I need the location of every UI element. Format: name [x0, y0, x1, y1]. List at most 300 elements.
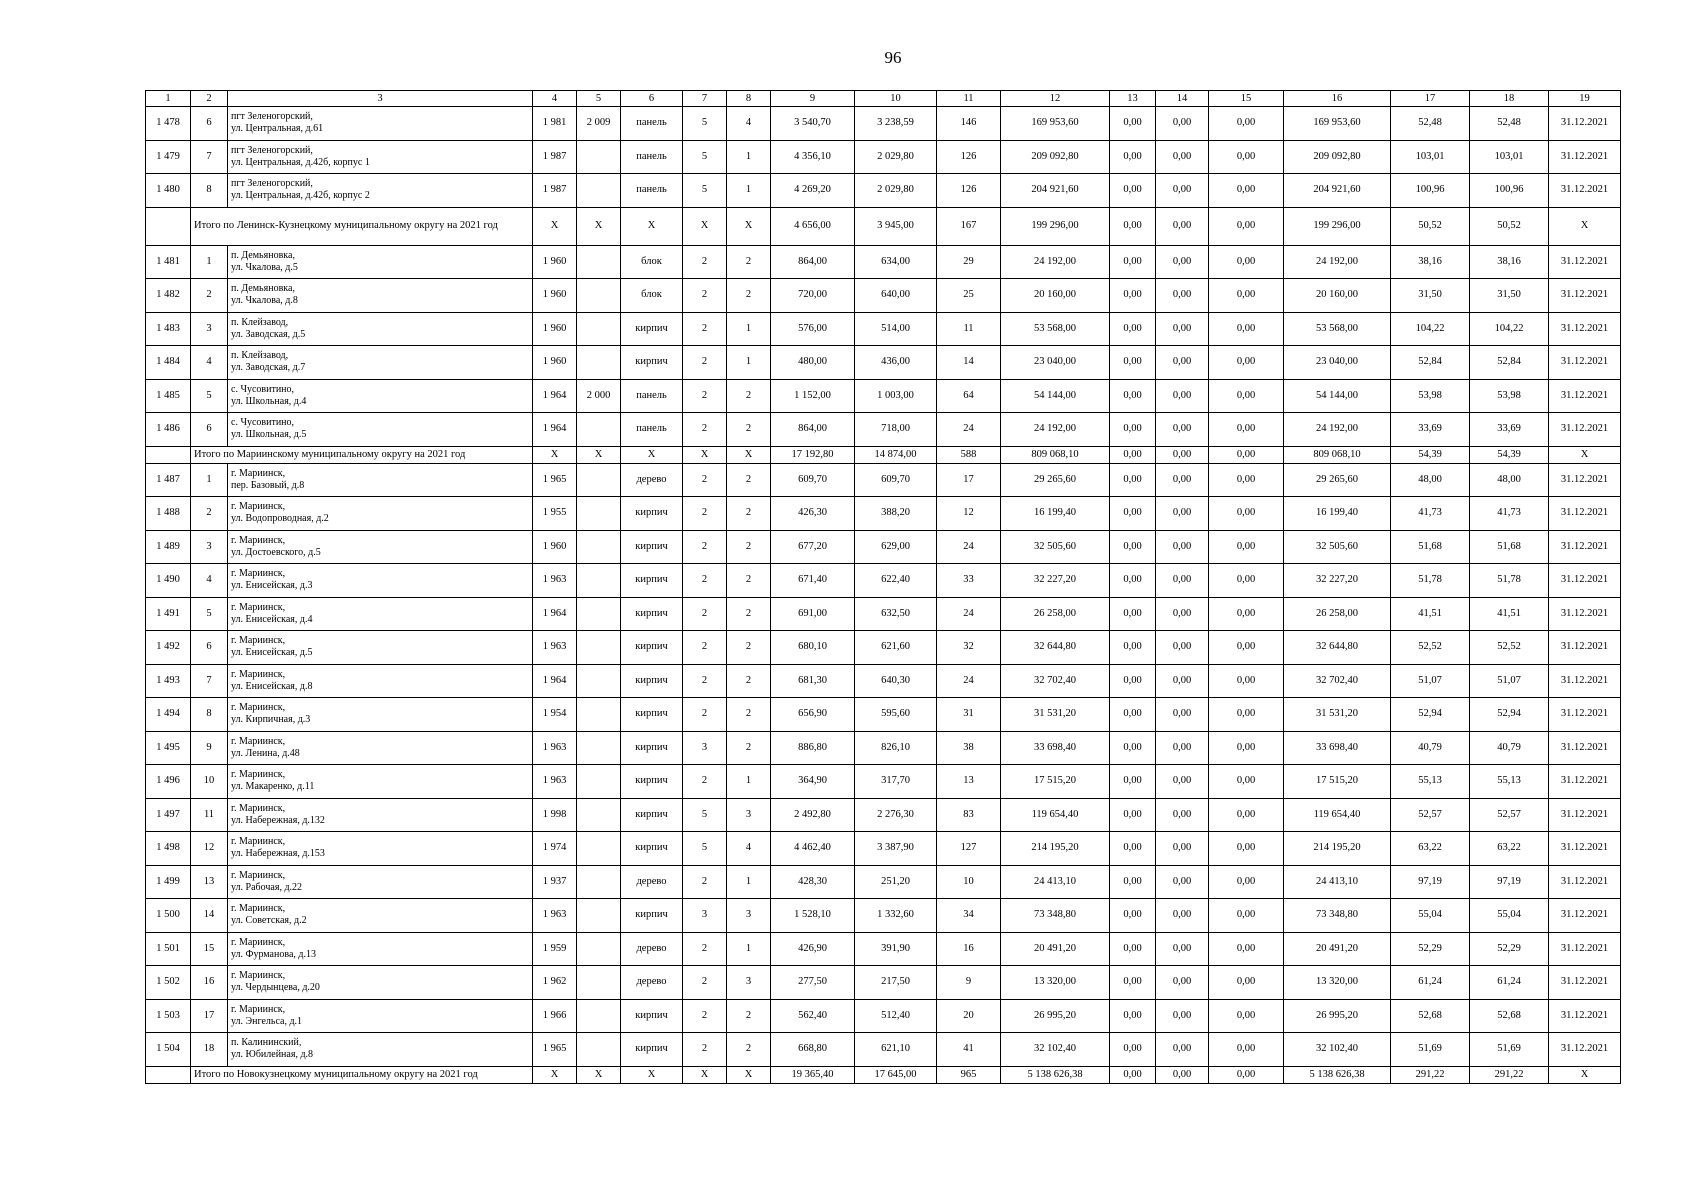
- cell-c16: 214 195,20: [1284, 832, 1391, 866]
- local-index: 5: [191, 597, 228, 631]
- cell-c14: 0,00: [1156, 245, 1209, 279]
- table-row: [146, 140, 1621, 174]
- cell-c7: 2: [683, 279, 727, 313]
- cell-c11: 146: [937, 107, 1001, 141]
- empty-cell: [146, 207, 191, 245]
- address-cell: [228, 463, 533, 497]
- street-address: ул. Юбилейная, д.8: [231, 1049, 314, 1061]
- cell-c18: 52,94: [1470, 698, 1549, 732]
- street-address: ул. Ленина, д.48: [231, 747, 300, 759]
- cell-c5: 2 009: [577, 107, 621, 141]
- cell-c7: 2: [683, 966, 727, 1000]
- cell-c19: 31.12.2021: [1549, 312, 1621, 346]
- empty-cell: [146, 1066, 191, 1083]
- cell-c13: 0,00: [1110, 107, 1156, 141]
- cell-c13: 0,00: [1110, 698, 1156, 732]
- cell-c7: 2: [683, 564, 727, 598]
- cell-c15: 0,00: [1209, 245, 1284, 279]
- cell-c19: 31.12.2021: [1549, 865, 1621, 899]
- cell-c10: 640,30: [855, 664, 937, 698]
- cell-c12: 24 192,00: [1001, 413, 1110, 447]
- cell-c17: 51,78: [1391, 564, 1470, 598]
- local-index: 1: [191, 245, 228, 279]
- cell-c16: 29 265,60: [1284, 463, 1391, 497]
- cell-c14: 0,00: [1156, 413, 1209, 447]
- cell-c17: 40,79: [1391, 731, 1470, 765]
- cell-c13: 0,00: [1110, 999, 1156, 1033]
- cell-c18: 33,69: [1470, 413, 1549, 447]
- cell-c10: 621,60: [855, 631, 937, 665]
- cell-c13: 0,00: [1110, 966, 1156, 1000]
- local-index: 2: [191, 497, 228, 531]
- cell-c10: 622,40: [855, 564, 937, 598]
- cell-c5: [577, 497, 621, 531]
- cell-c4: 1 937: [533, 865, 577, 899]
- cell-c6: кирпич: [621, 999, 683, 1033]
- address-cell: [228, 530, 533, 564]
- cell-c19: 31.12.2021: [1549, 346, 1621, 380]
- registry-number: 1 491: [146, 597, 191, 631]
- registry-number: 1 482: [146, 279, 191, 313]
- cell-c12: 32 505,60: [1001, 530, 1110, 564]
- total-c17: 54,39: [1391, 446, 1470, 463]
- cell-c7: 2: [683, 631, 727, 665]
- cell-c11: 13: [937, 765, 1001, 799]
- cell-c10: 251,20: [855, 865, 937, 899]
- cell-c18: 52,84: [1470, 346, 1549, 380]
- cell-c16: 17 515,20: [1284, 765, 1391, 799]
- cell-c12: 23 040,00: [1001, 346, 1110, 380]
- cell-c16: 169 953,60: [1284, 107, 1391, 141]
- cell-c8: 2: [727, 664, 771, 698]
- street-address: ул. Центральная, д.42б, корпус 1: [231, 156, 370, 168]
- cell-c7: 5: [683, 174, 727, 208]
- cell-c9: 562,40: [771, 999, 855, 1033]
- settlement: пгт Зеленогорский,: [231, 178, 313, 190]
- cell-c5: [577, 564, 621, 598]
- cell-c19: 31.12.2021: [1549, 731, 1621, 765]
- total-c11: 965: [937, 1066, 1001, 1083]
- local-index: 6: [191, 413, 228, 447]
- address-cell: [228, 497, 533, 531]
- cell-c12: 32 702,40: [1001, 664, 1110, 698]
- cell-c14: 0,00: [1156, 865, 1209, 899]
- cell-c10: 217,50: [855, 966, 937, 1000]
- cell-c19: 31.12.2021: [1549, 932, 1621, 966]
- cell-c13: 0,00: [1110, 731, 1156, 765]
- cell-c5: [577, 899, 621, 933]
- cell-c8: 3: [727, 899, 771, 933]
- cell-c6: панель: [621, 107, 683, 141]
- cell-c19: 31.12.2021: [1549, 832, 1621, 866]
- total-c6: X: [621, 1066, 683, 1083]
- registry-number: 1 498: [146, 832, 191, 866]
- cell-c11: 38: [937, 731, 1001, 765]
- total-c16: 199 296,00: [1284, 207, 1391, 245]
- total-row: [146, 1066, 1621, 1083]
- cell-c9: 681,30: [771, 664, 855, 698]
- cell-c19: 31.12.2021: [1549, 497, 1621, 531]
- registry-number: 1 500: [146, 899, 191, 933]
- cell-c16: 119 654,40: [1284, 798, 1391, 832]
- cell-c5: [577, 999, 621, 1033]
- cell-c14: 0,00: [1156, 346, 1209, 380]
- cell-c16: 24 192,00: [1284, 245, 1391, 279]
- cell-c5: [577, 346, 621, 380]
- cell-c17: 52,29: [1391, 932, 1470, 966]
- cell-c4: 1 963: [533, 731, 577, 765]
- cell-c18: 52,68: [1470, 999, 1549, 1033]
- total-c13: 0,00: [1110, 207, 1156, 245]
- cell-c17: 52,57: [1391, 798, 1470, 832]
- cell-c17: 104,22: [1391, 312, 1470, 346]
- cell-c4: 1 964: [533, 664, 577, 698]
- cell-c16: 31 531,20: [1284, 698, 1391, 732]
- cell-c19: 31.12.2021: [1549, 530, 1621, 564]
- column-number-13: 13: [1110, 91, 1156, 107]
- cell-c11: 24: [937, 413, 1001, 447]
- cell-c9: 864,00: [771, 245, 855, 279]
- cell-c8: 1: [727, 312, 771, 346]
- cell-c7: 2: [683, 698, 727, 732]
- column-number-18: 18: [1470, 91, 1549, 107]
- cell-c9: 426,90: [771, 932, 855, 966]
- cell-c9: 576,00: [771, 312, 855, 346]
- street-address: ул. Школьная, д.4: [231, 395, 307, 407]
- cell-c18: 41,73: [1470, 497, 1549, 531]
- cell-c10: 436,00: [855, 346, 937, 380]
- cell-c15: 0,00: [1209, 664, 1284, 698]
- cell-c13: 0,00: [1110, 564, 1156, 598]
- cell-c4: 1 960: [533, 245, 577, 279]
- cell-c16: 209 092,80: [1284, 140, 1391, 174]
- cell-c7: 2: [683, 497, 727, 531]
- cell-c9: 609,70: [771, 463, 855, 497]
- local-index: 18: [191, 1033, 228, 1067]
- local-index: 4: [191, 346, 228, 380]
- registry-number: 1 488: [146, 497, 191, 531]
- column-number-16: 16: [1284, 91, 1391, 107]
- total-c10: 3 945,00: [855, 207, 937, 245]
- cell-c4: 1 960: [533, 279, 577, 313]
- empty-cell: [146, 446, 191, 463]
- total-c15: 0,00: [1209, 207, 1284, 245]
- registry-number: 1 490: [146, 564, 191, 598]
- cell-c7: 2: [683, 765, 727, 799]
- address-cell: [228, 865, 533, 899]
- column-number-4: 4: [533, 91, 577, 107]
- cell-c9: 277,50: [771, 966, 855, 1000]
- cell-c13: 0,00: [1110, 865, 1156, 899]
- total-c15: 0,00: [1209, 446, 1284, 463]
- table-row: [146, 631, 1621, 665]
- cell-c9: 3 540,70: [771, 107, 855, 141]
- settlement: г. Мариинск,: [231, 501, 286, 513]
- registry-number: 1 481: [146, 245, 191, 279]
- total-c6: X: [621, 207, 683, 245]
- cell-c12: 33 698,40: [1001, 731, 1110, 765]
- registry-number: 1 495: [146, 731, 191, 765]
- address-cell: [228, 245, 533, 279]
- total-c12: 809 068,10: [1001, 446, 1110, 463]
- cell-c14: 0,00: [1156, 564, 1209, 598]
- registry-number: 1 492: [146, 631, 191, 665]
- total-label: Итого по Ленинск-Кузнецкому муниципальному округу на 2021 год: [191, 207, 533, 245]
- cell-c9: 428,30: [771, 865, 855, 899]
- local-index: 16: [191, 966, 228, 1000]
- column-number-12: 12: [1001, 91, 1110, 107]
- table-row: [146, 664, 1621, 698]
- cell-c4: 1 965: [533, 463, 577, 497]
- cell-c4: 1 962: [533, 966, 577, 1000]
- cell-c7: 5: [683, 140, 727, 174]
- cell-c14: 0,00: [1156, 731, 1209, 765]
- cell-c7: 2: [683, 312, 727, 346]
- cell-c4: 1 963: [533, 765, 577, 799]
- total-label: Итого по Мариинскому муниципальному округу на 2021 год: [191, 446, 533, 463]
- address-cell: [228, 597, 533, 631]
- cell-c8: 2: [727, 413, 771, 447]
- table-row: [146, 1033, 1621, 1067]
- cell-c7: 2: [683, 664, 727, 698]
- cell-c13: 0,00: [1110, 413, 1156, 447]
- cell-c17: 52,68: [1391, 999, 1470, 1033]
- local-index: 2: [191, 279, 228, 313]
- cell-c5: 2 000: [577, 379, 621, 413]
- cell-c14: 0,00: [1156, 899, 1209, 933]
- cell-c11: 25: [937, 279, 1001, 313]
- cell-c6: блок: [621, 245, 683, 279]
- address-cell: [228, 1033, 533, 1067]
- cell-c4: 1 987: [533, 174, 577, 208]
- cell-c7: 3: [683, 899, 727, 933]
- cell-c7: 2: [683, 346, 727, 380]
- total-row: [146, 446, 1621, 463]
- table-row: [146, 999, 1621, 1033]
- total-c9: 4 656,00: [771, 207, 855, 245]
- cell-c5: [577, 731, 621, 765]
- cell-c8: 2: [727, 497, 771, 531]
- table-row: [146, 564, 1621, 598]
- cell-c9: 4 462,40: [771, 832, 855, 866]
- cell-c19: 31.12.2021: [1549, 798, 1621, 832]
- total-c7: X: [683, 207, 727, 245]
- settlement: г. Мариинск,: [231, 702, 286, 714]
- cell-c15: 0,00: [1209, 413, 1284, 447]
- cell-c17: 31,50: [1391, 279, 1470, 313]
- total-c11: 588: [937, 446, 1001, 463]
- cell-c6: кирпич: [621, 497, 683, 531]
- cell-c15: 0,00: [1209, 530, 1284, 564]
- settlement: п. Клейзавод,: [231, 316, 289, 328]
- table-row: [146, 530, 1621, 564]
- settlement: г. Мариинск,: [231, 836, 286, 848]
- settlement: г. Мариинск,: [231, 970, 286, 982]
- total-c16: 809 068,10: [1284, 446, 1391, 463]
- local-index: 3: [191, 530, 228, 564]
- registry-number: 1 483: [146, 312, 191, 346]
- cell-c8: 2: [727, 999, 771, 1033]
- total-c12: 5 138 626,38: [1001, 1066, 1110, 1083]
- total-c9: 17 192,80: [771, 446, 855, 463]
- cell-c17: 103,01: [1391, 140, 1470, 174]
- cell-c9: 656,90: [771, 698, 855, 732]
- table-row: [146, 798, 1621, 832]
- settlement: п. Калининский,: [231, 1037, 302, 1049]
- street-address: ул. Заводская, д.7: [231, 362, 306, 374]
- cell-c5: [577, 631, 621, 665]
- cell-c18: 51,68: [1470, 530, 1549, 564]
- street-address: ул. Чкалова, д.5: [231, 261, 298, 273]
- local-index: 14: [191, 899, 228, 933]
- cell-c5: [577, 140, 621, 174]
- cell-c14: 0,00: [1156, 140, 1209, 174]
- total-c4: X: [533, 207, 577, 245]
- table-row: [146, 245, 1621, 279]
- cell-c16: 53 568,00: [1284, 312, 1391, 346]
- cell-c17: 97,19: [1391, 865, 1470, 899]
- cell-c6: кирпич: [621, 312, 683, 346]
- total-c18: 54,39: [1470, 446, 1549, 463]
- cell-c10: 391,90: [855, 932, 937, 966]
- total-c10: 14 874,00: [855, 446, 937, 463]
- table-row: [146, 174, 1621, 208]
- total-c6: X: [621, 446, 683, 463]
- table-row: [146, 765, 1621, 799]
- cell-c18: 100,96: [1470, 174, 1549, 208]
- cell-c13: 0,00: [1110, 832, 1156, 866]
- cell-c19: 31.12.2021: [1549, 966, 1621, 1000]
- cell-c17: 55,13: [1391, 765, 1470, 799]
- cell-c13: 0,00: [1110, 597, 1156, 631]
- address-cell: [228, 312, 533, 346]
- cell-c4: 1 963: [533, 899, 577, 933]
- cell-c5: [577, 597, 621, 631]
- cell-c7: 5: [683, 107, 727, 141]
- total-c11: 167: [937, 207, 1001, 245]
- address-cell: [228, 664, 533, 698]
- cell-c15: 0,00: [1209, 999, 1284, 1033]
- cell-c19: 31.12.2021: [1549, 463, 1621, 497]
- cell-c11: 126: [937, 140, 1001, 174]
- cell-c15: 0,00: [1209, 379, 1284, 413]
- cell-c19: 31.12.2021: [1549, 379, 1621, 413]
- cell-c10: 634,00: [855, 245, 937, 279]
- cell-c6: кирпич: [621, 530, 683, 564]
- cell-c14: 0,00: [1156, 966, 1209, 1000]
- cell-c4: 1 960: [533, 312, 577, 346]
- cell-c4: 1 963: [533, 564, 577, 598]
- cell-c5: [577, 312, 621, 346]
- cell-c12: 119 654,40: [1001, 798, 1110, 832]
- cell-c15: 0,00: [1209, 597, 1284, 631]
- registry-number: 1 479: [146, 140, 191, 174]
- settlement: с. Чусовитино,: [231, 383, 295, 395]
- total-c13: 0,00: [1110, 1066, 1156, 1083]
- address-cell: [228, 346, 533, 380]
- address-cell: [228, 698, 533, 732]
- cell-c14: 0,00: [1156, 497, 1209, 531]
- cell-c5: [577, 530, 621, 564]
- cell-c11: 34: [937, 899, 1001, 933]
- address-cell: [228, 107, 533, 141]
- cell-c12: 20 491,20: [1001, 932, 1110, 966]
- address-cell: [228, 932, 533, 966]
- column-number-15: 15: [1209, 91, 1284, 107]
- total-c19: X: [1549, 207, 1621, 245]
- address-cell: [228, 279, 533, 313]
- cell-c6: дерево: [621, 932, 683, 966]
- cell-c6: кирпич: [621, 698, 683, 732]
- cell-c11: 24: [937, 530, 1001, 564]
- total-c18: 291,22: [1470, 1066, 1549, 1083]
- total-c8: X: [727, 1066, 771, 1083]
- cell-c5: [577, 698, 621, 732]
- cell-c17: 38,16: [1391, 245, 1470, 279]
- cell-c16: 204 921,60: [1284, 174, 1391, 208]
- cell-c12: 24 192,00: [1001, 245, 1110, 279]
- total-c17: 291,22: [1391, 1066, 1470, 1083]
- total-c19: X: [1549, 1066, 1621, 1083]
- column-number-5: 5: [577, 91, 621, 107]
- cell-c6: дерево: [621, 865, 683, 899]
- address-cell: [228, 379, 533, 413]
- cell-c15: 0,00: [1209, 497, 1284, 531]
- cell-c8: 2: [727, 731, 771, 765]
- cell-c18: 41,51: [1470, 597, 1549, 631]
- column-number-14: 14: [1156, 91, 1209, 107]
- cell-c17: 61,24: [1391, 966, 1470, 1000]
- cell-c6: кирпич: [621, 564, 683, 598]
- street-address: ул. Фурманова, д.13: [231, 948, 316, 960]
- cell-c11: 10: [937, 865, 1001, 899]
- local-index: 6: [191, 107, 228, 141]
- settlement: г. Мариинск,: [231, 467, 286, 479]
- cell-c16: 24 192,00: [1284, 413, 1391, 447]
- cell-c13: 0,00: [1110, 1033, 1156, 1067]
- cell-c14: 0,00: [1156, 765, 1209, 799]
- cell-c16: 24 413,10: [1284, 865, 1391, 899]
- cell-c12: 204 921,60: [1001, 174, 1110, 208]
- cell-c9: 480,00: [771, 346, 855, 380]
- registry-number: 1 485: [146, 379, 191, 413]
- total-c17: 50,52: [1391, 207, 1470, 245]
- cell-c13: 0,00: [1110, 140, 1156, 174]
- total-c7: X: [683, 1066, 727, 1083]
- cell-c12: 29 265,60: [1001, 463, 1110, 497]
- cell-c4: 1 981: [533, 107, 577, 141]
- cell-c4: 1 964: [533, 413, 577, 447]
- cell-c10: 2 029,80: [855, 140, 937, 174]
- cell-c8: 2: [727, 245, 771, 279]
- cell-c17: 52,94: [1391, 698, 1470, 732]
- street-address: ул. Заводская, д.5: [231, 328, 306, 340]
- column-number-2: 2: [191, 91, 228, 107]
- cell-c16: 73 348,80: [1284, 899, 1391, 933]
- total-c9: 19 365,40: [771, 1066, 855, 1083]
- cell-c15: 0,00: [1209, 1033, 1284, 1067]
- cell-c7: 2: [683, 463, 727, 497]
- table-row: [146, 966, 1621, 1000]
- cell-c6: кирпич: [621, 1033, 683, 1067]
- total-c10: 17 645,00: [855, 1066, 937, 1083]
- cell-c14: 0,00: [1156, 798, 1209, 832]
- cell-c15: 0,00: [1209, 731, 1284, 765]
- address-cell: [228, 765, 533, 799]
- cell-c11: 17: [937, 463, 1001, 497]
- cell-c9: 886,80: [771, 731, 855, 765]
- registry-number: 1 487: [146, 463, 191, 497]
